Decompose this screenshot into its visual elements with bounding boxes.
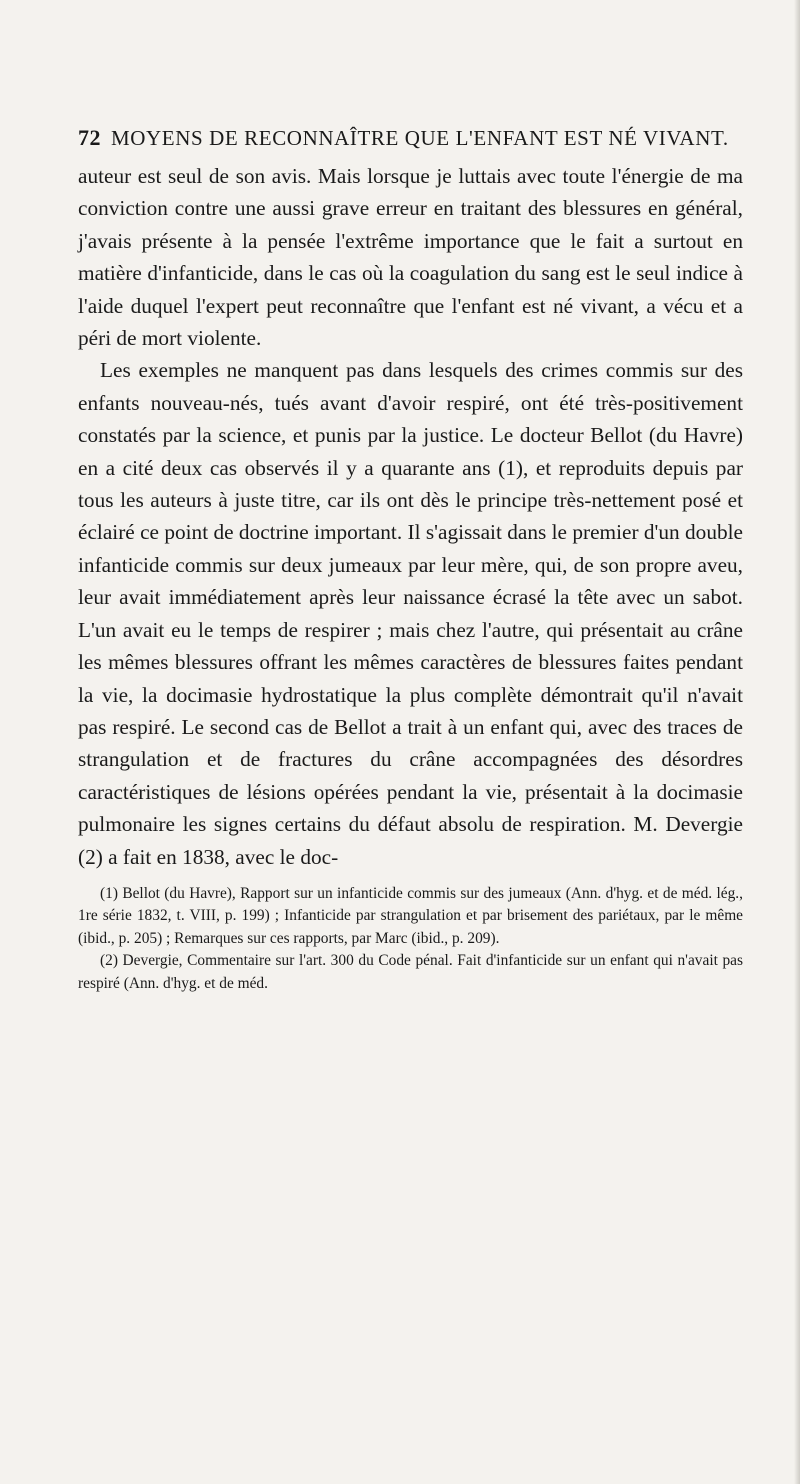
footnote-2: (2) Devergie, Commentaire sur l'art. 300 du Code pénal. Fait d'infanticide sur un enfant qui n'avait pas respiré (Ann. d'hyg. et de méd. <box>78 952 743 992</box>
main-text <box>78 160 743 873</box>
paragraph-2: Les exemples ne manquent pas dans lesquels des crimes commis sur des enfants nouveau-nés, tués avant d'avoir respiré, ont été très-positivement constatés par la science, et punis par la justice. Le docteur Bellot (du Havre) en a cité deux cas observés il y a quarante ans (1), et reproduits depuis par tous les auteurs à juste titre, car ils ont dès le principe très-nettement posé et éclairé ce point de doctrine important. Il s'agissait dans le premier d'un double infanticide commis sur deux jumeaux par leur mère, qui, de son propre aveu, leur avait immédiatement après leur naissance écrasé la tête avec un sabot. L'un avait eu le temps de respirer ; mais chez l'autre, qui présentait au crâne les mêmes blessures offrant les mêmes caractères de blessures faites pendant la vie, la docimasie hydrostatique la plus complète démontrait qu'il n'avait pas respiré. Le second cas de Bellot a trait à un enfant qui, avec des traces de strangulation et de fractures du crâne accompagnées des désordres caractéristiques de lésions opérées pendant la vie, présentait à la docimasie pulmonaire les signes certains du défaut absolu de respiration. M. Devergie (2) a fait en 1838, avec le doc- <box>78 358 743 869</box>
page-number: 72 <box>78 125 101 150</box>
running-head <box>78 118 743 160</box>
footnote-1: (1) Bellot (du Havre), Rapport sur un infanticide commis sur des jumeaux (Ann. d'hyg. et de méd. lég., 1re série 1832, t. VIII, p. 199) ; Infanticide par strangulation et par brisement des pariétaux, par le même (ibid., p. 205) ; Remarques sur ces rapports, par Marc (ibid., p. 209). <box>78 884 743 947</box>
paragraph-1: auteur est seul de son avis. Mais lorsque je luttais avec toute l'énergie de ma conviction contre une aussi grave erreur en traitant des blessures en général, j'avais présente à la pensée l'extrême importance que le fait a surtout en matière d'infanticide, dans le cas où la coagulation du sang est le seul indice à l'aide duquel l'expert peut reconnaître que l'enfant est né vivant, a vécu et a péri de mort violente. <box>78 164 743 351</box>
running-title: MOYENS DE RECONNAÎTRE QUE L'ENFANT EST NÉ VIVANT. <box>111 126 729 150</box>
footnotes <box>78 883 743 996</box>
book-page <box>78 118 743 995</box>
page-edge-shadow <box>794 0 800 1484</box>
